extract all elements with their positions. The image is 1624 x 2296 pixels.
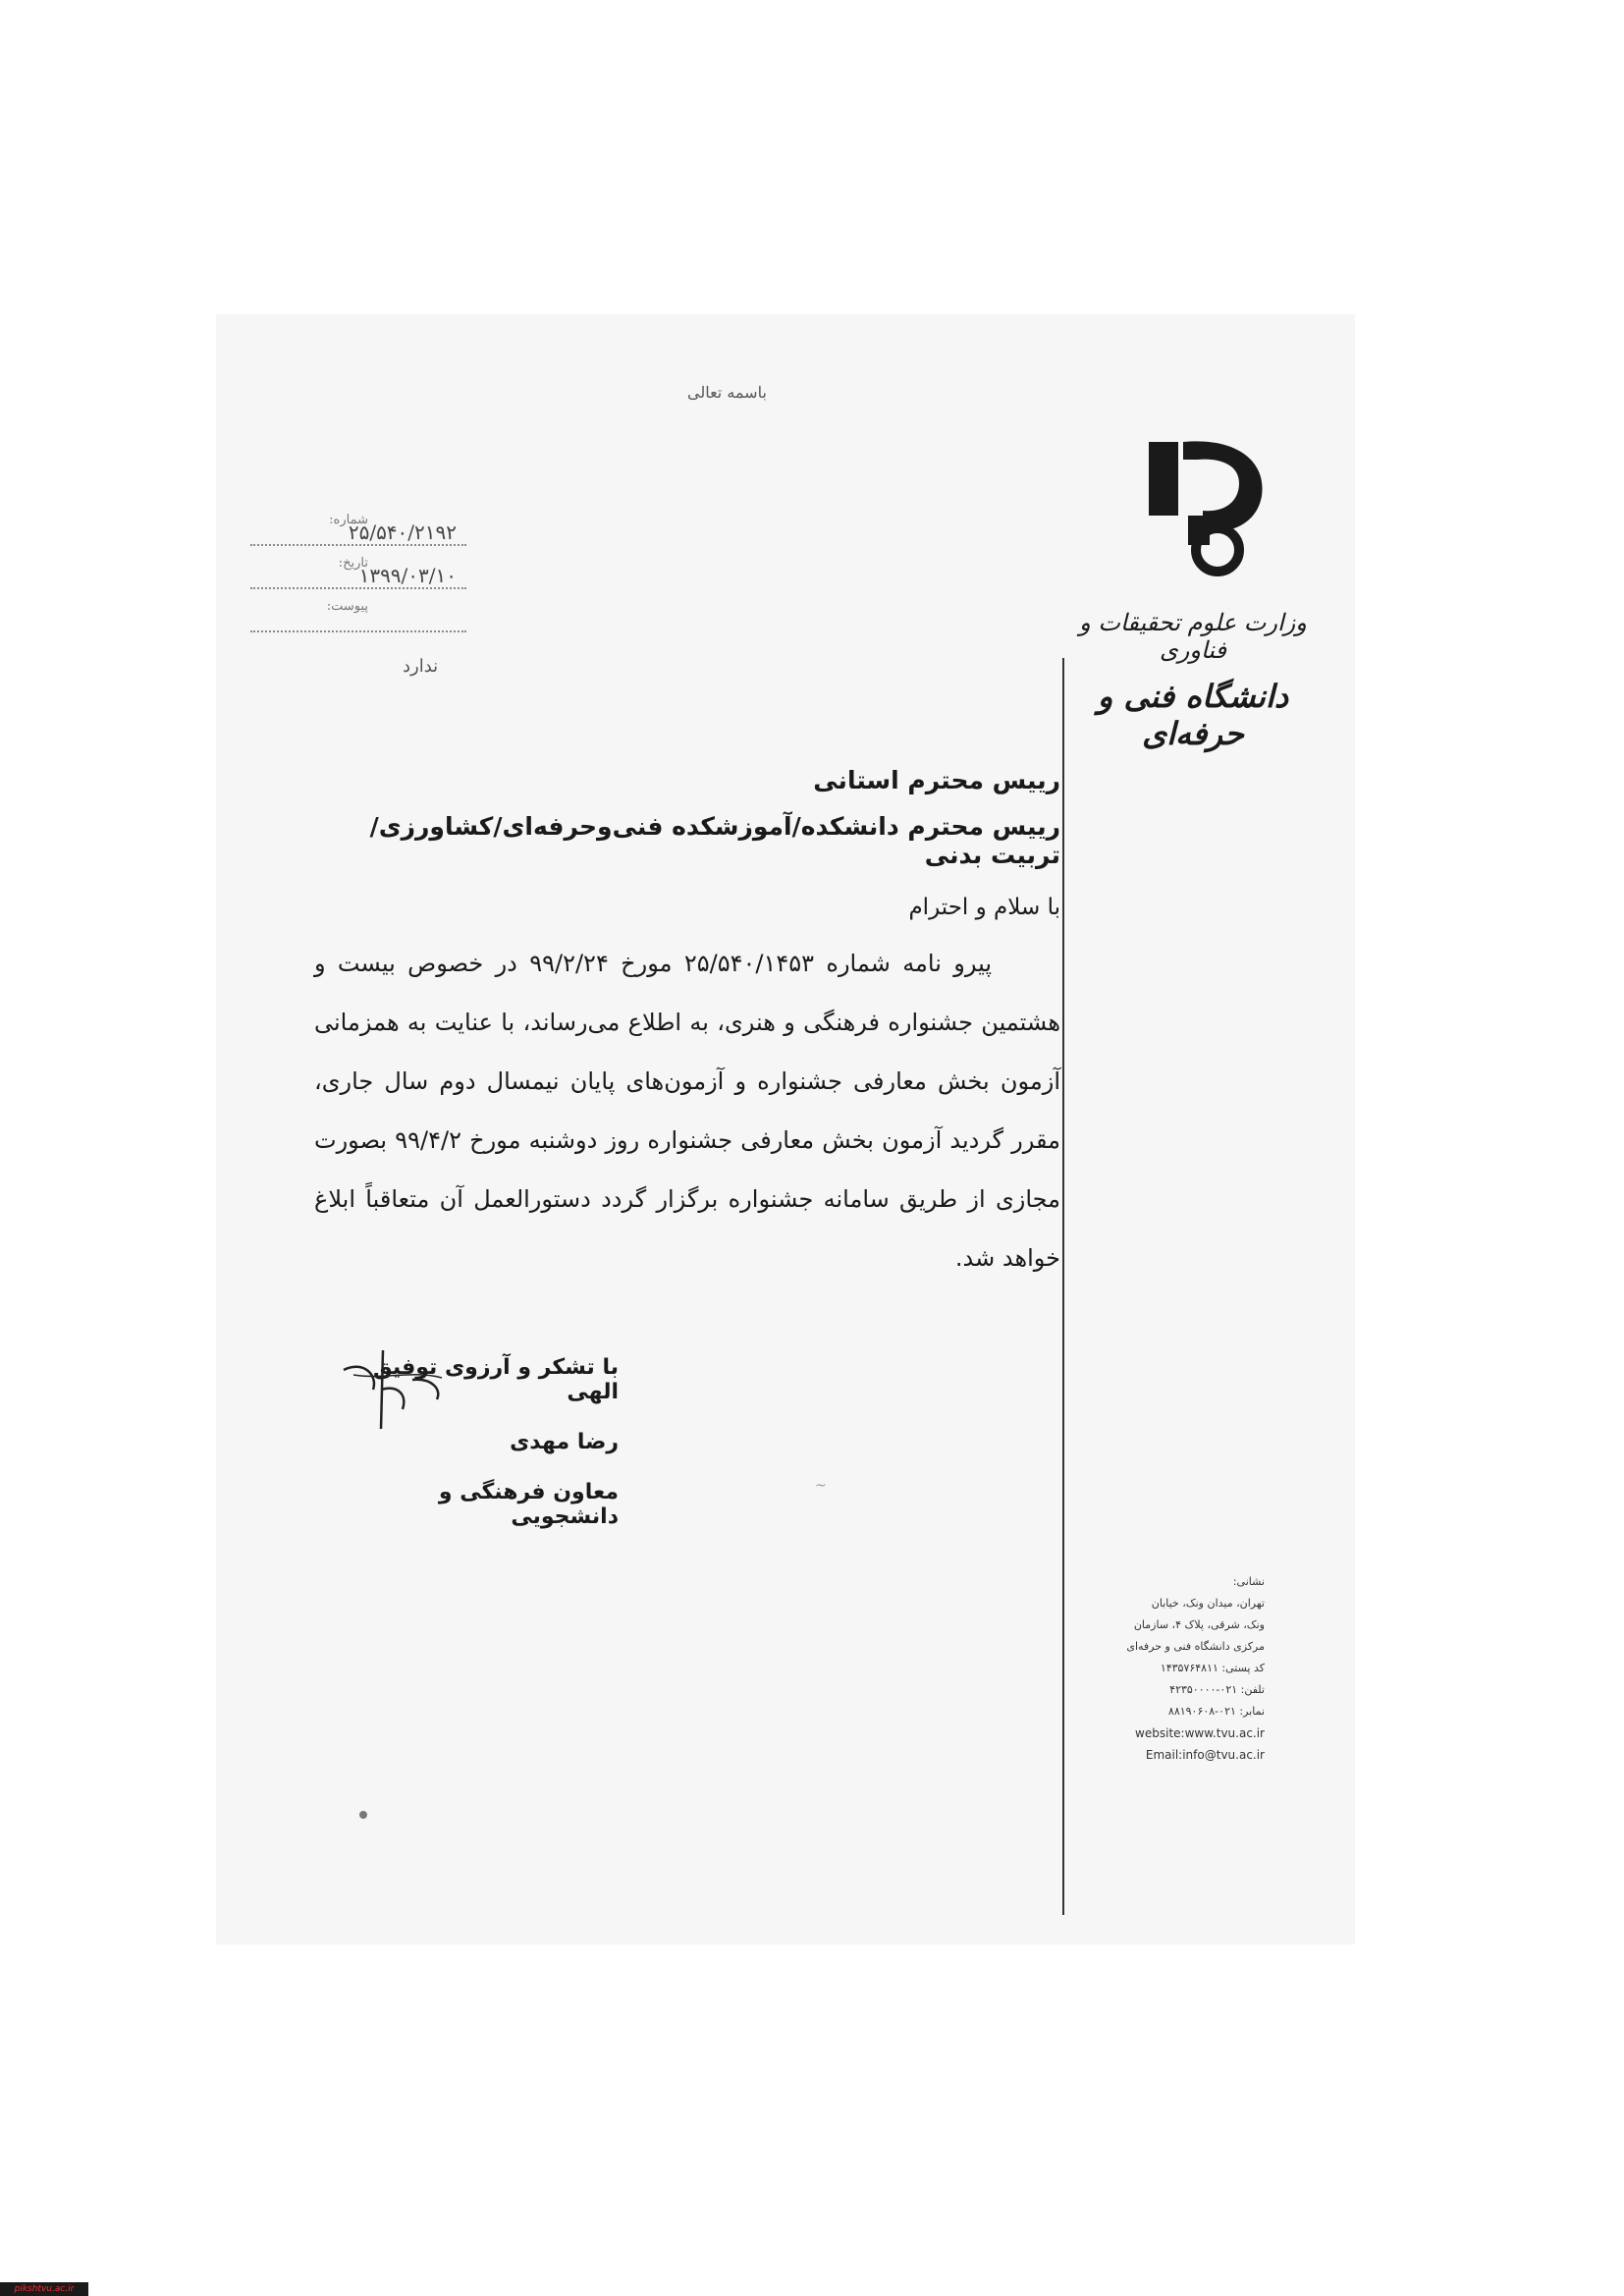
number-label: شماره: bbox=[329, 513, 368, 527]
tvu-logo-icon bbox=[1110, 422, 1286, 579]
fax-label: نمابر: bbox=[1239, 1705, 1265, 1718]
address-line2: ونک، شرقی، پلاک ۴، سازمان bbox=[1133, 1618, 1265, 1631]
basmala: باسمه تعالی bbox=[687, 383, 767, 402]
signer-name: رضا مهدی bbox=[510, 1430, 619, 1454]
phone-row bbox=[1088, 1679, 1265, 1701]
meta-number-row bbox=[250, 511, 466, 546]
phone-label: تلفن: bbox=[1240, 1683, 1265, 1696]
website-link[interactable]: website:www.tvu.ac.ir bbox=[1135, 1726, 1265, 1740]
date-label: تاریخ: bbox=[338, 556, 368, 571]
greeting: با سلام و احترام bbox=[908, 895, 1060, 920]
postal-label: کد پستی: bbox=[1221, 1662, 1265, 1674]
regards-text: با تشکر و آرزوی توفیق الهی bbox=[373, 1355, 619, 1404]
postal-code: ۱۴۳۵۷۶۴۸۱۱ bbox=[1160, 1662, 1218, 1674]
fax-row bbox=[1088, 1701, 1265, 1722]
fax-number: ۰۲۱-۸۸۱۹۰۶۰۸ bbox=[1167, 1705, 1236, 1718]
postal-row bbox=[1088, 1658, 1265, 1679]
university-name: دانشگاه فنی و حرفه‌ای bbox=[1097, 678, 1289, 752]
letter-date: ۱۳۹۹/۰۳/۱۰ bbox=[358, 564, 457, 587]
letter-meta bbox=[250, 511, 466, 640]
meta-attachment-row bbox=[250, 597, 466, 632]
address-label: نشانی: bbox=[1232, 1575, 1265, 1588]
address-line1: تهران، میدان ونک، خیابان bbox=[1151, 1597, 1265, 1610]
recipient-1: رییس محترم استانی bbox=[813, 766, 1060, 794]
handwritten-signature bbox=[324, 1340, 501, 1458]
contact-info bbox=[1088, 1571, 1265, 1766]
meta-date-row bbox=[250, 554, 466, 589]
ministry-name: وزارت علوم تحقیقات و فناوری bbox=[1079, 609, 1307, 664]
letter-body bbox=[314, 766, 1060, 1287]
signer-title: معاون فرهنگی و دانشجویی bbox=[438, 1480, 619, 1529]
attachment-label: پیوست: bbox=[326, 599, 368, 614]
address-line3: مرکزی دانشگاه فنی و حرفه‌ای bbox=[1126, 1640, 1265, 1653]
watermark-tag: pikshtvu.ac.ir bbox=[0, 2282, 88, 2296]
recipient-2: رییس محترم دانشکده/آموزشکده فنی‌وحرفه‌ای/کشاورزی/تربیت بدنی bbox=[369, 812, 1060, 869]
attachment-value: ندارد bbox=[403, 656, 439, 677]
vertical-divider bbox=[1062, 658, 1064, 1915]
faint-mark: ~ bbox=[815, 1478, 827, 1494]
scan-dot bbox=[359, 1811, 367, 1819]
body-paragraph: پیرو نامه شماره ۲۵/۵۴۰/۱۴۵۳ مورخ ۹۹/۲/۲۴ در خصوص بیست و هشتمین جشنواره فرهنگی و هنری، به اطلاع می‌رساند، با عنایت به همزمانی آزمون بخش معارفی جشنواره و آزمون‌های پایان نیمسال دوم سال جاری، مقرر گردید آزمون بخش معارفی جشنواره روز دوشنبه مورخ ۹۹/۴/۲ بصورت مجازی از طریق سامانه جشنواره برگزار گردد دستورالعمل آن متعاقباً ابلاغ خواهد شد. bbox=[314, 950, 1060, 1272]
organization-header bbox=[1070, 609, 1316, 752]
email-link[interactable]: Email:info@tvu.ac.ir bbox=[1145, 1748, 1265, 1762]
phone-number: ۰۲۱-۴۲۳۵۰۰۰۰ bbox=[1169, 1683, 1238, 1696]
letter-number: ۲۵/۵۴۰/۲۱۹۲ bbox=[348, 520, 457, 544]
